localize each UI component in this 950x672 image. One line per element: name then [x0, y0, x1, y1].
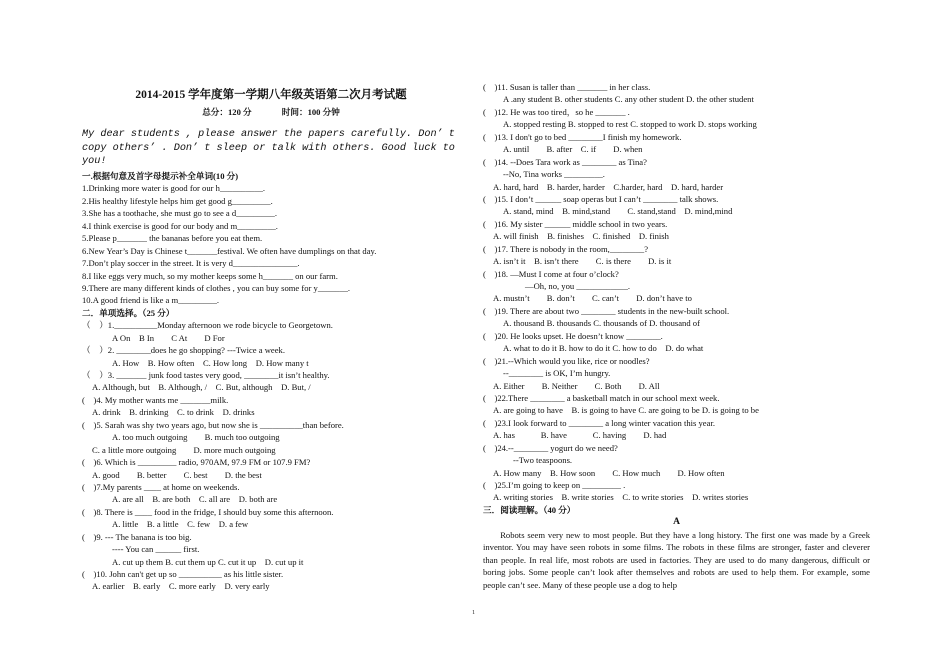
options: A .any student B. other students C. any other student D. the other student	[503, 94, 754, 105]
options: A. cut up them B. cut them up C. cut it up D. cut up it	[112, 556, 304, 567]
options: A. mustn’t B. don’t C. can’t D. don’t have to	[493, 293, 692, 304]
reading-paragraph: Robots seem very new to most people. But they have a long history. The first one was made by a Greek inventor. You may have seen robots in some films. The robots in these films are stronger, faster and cleverer than people. In real life, most robots are used in factories. They are used to do many dangerous, difficult or boring jobs. Some people can’t look after themselves and robots are used to help them. For example, some people can’t see. Many of these people use a dog to help	[483, 529, 870, 590]
options: A. too much outgoing B. much too outgoing	[112, 432, 280, 443]
dialogue-line: —Oh, no, you ____________.	[525, 281, 631, 291]
options: A. little B. a little C. few D. a few	[112, 519, 249, 530]
dialogue-line: --Two teaspoons.	[513, 455, 573, 466]
fill-item: 3.She has a toothache, she must go to see a d_________.	[82, 208, 277, 219]
question: ( )25.I’m going to keep on _________ .	[483, 480, 626, 490]
question: ( )24.--________ yogurt do we need?	[483, 442, 618, 453]
options: A. How B. How often C. How long D. How many t	[112, 357, 309, 368]
fill-item: 7.Don’t play soccer in the street. It is very d_______________.	[82, 258, 300, 269]
fill-item: 1.Drinking more water is good for our h__________.	[82, 183, 266, 194]
dialogue-line: ---- You can ______ first.	[112, 544, 200, 555]
question: ( )16. My sister ______ middle school in two years.	[483, 218, 668, 229]
options: C. a little more outgoing D. more much outgoing	[92, 444, 276, 455]
question: （ ）1.__________Monday afternoon we rode bicycle to Georgetown.	[82, 320, 333, 331]
page-number: 1	[472, 609, 476, 616]
options: A. are all B. are both C. all are D. both are	[112, 494, 278, 505]
fill-item: 2.His healthy lifestyle helps him get good g_________.	[82, 195, 273, 206]
options: A. writing stories B. write stories C. to write stories D. writes stories	[493, 492, 749, 503]
options: A. earlier B. early C. more early D. very early	[92, 581, 270, 592]
options: A. hard, hard B. harder, harder C.harder, hard D. hard, harder	[493, 181, 724, 192]
left-column	[82, 170, 460, 593]
options: A On B In C At D For	[112, 332, 225, 343]
options: A. are going to have B. is going to have C. are going to be D. is going to be	[493, 405, 759, 416]
options: A. drink B. drinking C. to drink D. drinks	[92, 407, 255, 418]
question: ( )14. --Does Tara work as ________ as Tina?	[483, 156, 647, 167]
options: A. good B. better C. best D. the best	[92, 469, 262, 480]
options: A. isn’t it B. isn’t there C. is there D. is it	[493, 256, 672, 267]
fill-item: 8.I like eggs very much, so my mother keeps some h_______ on our farm.	[82, 270, 338, 281]
question: ( )10. John can't get up so __________ as his little sister.	[82, 569, 284, 579]
right-column	[483, 81, 870, 591]
question: ( )9. --- The banana is too big.	[82, 531, 192, 542]
fill-item: 4.I think exercise is good for our body and m_________.	[82, 220, 278, 231]
question: ( )13. I don't go to bed ________I finish my homework.	[483, 131, 682, 142]
options: A. what to do it B. how to do it C. how to do D. do what	[503, 343, 704, 354]
options: A. Although, but B. Although, / C. But, although D. But, /	[92, 382, 311, 393]
options: A. will finish B. finishes C. finished D. finish	[493, 231, 669, 242]
exam-time: 时间：100 分钟	[281, 107, 340, 117]
options: A. How many B. How soon C. How much D. How often	[493, 467, 725, 478]
options: A. until B. after C. if D. when	[503, 144, 643, 155]
question: ( )4. My mother wants me _______milk.	[82, 394, 229, 405]
passage-label: A	[673, 517, 680, 528]
question: ( )18. —Must I come at four o’clock?	[483, 268, 619, 279]
question: （ ）3. _______ junk food tastes very good, ________it isn’t healthy.	[82, 370, 330, 380]
section3-heading: 三．阅读理解。（40 分）	[483, 504, 576, 515]
score-time-line	[82, 106, 460, 118]
question: ( )21.--Which would you like, rice or noodles?	[483, 355, 650, 366]
fill-item: 6.New Year’s Day is Chinese t_______festival. We often have dumplings on that day.	[82, 245, 377, 256]
fill-item: 10.A good friend is like a m_________.	[82, 295, 220, 306]
question: ( )20. He looks upset. He doesn’t know ________.	[483, 330, 663, 341]
question: ( )6. Which is _________ radio, 970AM, 97.9 FM or 107.9 FM?	[82, 457, 311, 468]
fill-item: 9.There are many different kinds of clothes , you can buy some for y_______.	[82, 282, 351, 293]
question: ( )8. There is ____ food in the fridge, I should buy some this afternoon.	[82, 506, 334, 517]
question: ( )15. I don’t ______ soap operas but I can’t ________ talk shows.	[483, 193, 719, 204]
question: ( )23.I look forward to ________ a long winter vacation this year.	[483, 417, 715, 428]
intro-line: copy others’ . Don’ t sleep or talk with others. Good luck to you!	[82, 142, 455, 167]
section2-heading: 二．单项选择。（25 分）	[82, 307, 175, 318]
options: A. has B. have C. having D. had	[493, 430, 667, 441]
options: A. Either B. Neither C. Both D. All	[493, 380, 660, 391]
question: （ ）2. ________does he go shopping? ---Twice a week.	[82, 345, 285, 356]
options: A. stand, mind B. mind,stand C. stand,stand D. mind,mind	[503, 206, 733, 217]
question: ( )11. Susan is taller than _______ in her class.	[483, 82, 651, 92]
intro-message	[82, 128, 462, 169]
question: ( )12. He was too tired，so he _______ .	[483, 106, 630, 117]
section1-heading: 一.根据句意及首字母提示补全单词(10 分)	[82, 171, 239, 181]
intro-line: My dear students , please answer the papers carefully. Don’ t	[82, 129, 455, 140]
question: ( )19. There are about two ________ students in the new-built school.	[483, 305, 730, 316]
options: A. stopped resting B. stopped to rest C. stopped to work D. stops working	[503, 119, 757, 130]
dialogue-line: --No, Tina works _________.	[503, 169, 605, 180]
total-score: 总分：120 分	[202, 107, 252, 117]
exam-title: 2014-2015 学年度第一学期八年级英语第二次月考试题	[135, 89, 407, 101]
question: ( )5. Sarah was shy two years ago, but now she is __________than before.	[82, 419, 344, 430]
question: ( )17. There is nobody in the room,________?	[483, 243, 649, 254]
question: ( )22.There ________ a basketball match in our school mext week.	[483, 392, 720, 403]
fill-item: 5.Please p_______ the bananas before you eat them.	[82, 233, 263, 244]
options: A. thousand B. thousands C. thousands of D. thousand of	[503, 318, 700, 329]
question: ( )7.My parents ____ at home on weekends.	[82, 481, 240, 492]
dialogue-line: --________ is OK, I’m hungry.	[503, 368, 611, 379]
